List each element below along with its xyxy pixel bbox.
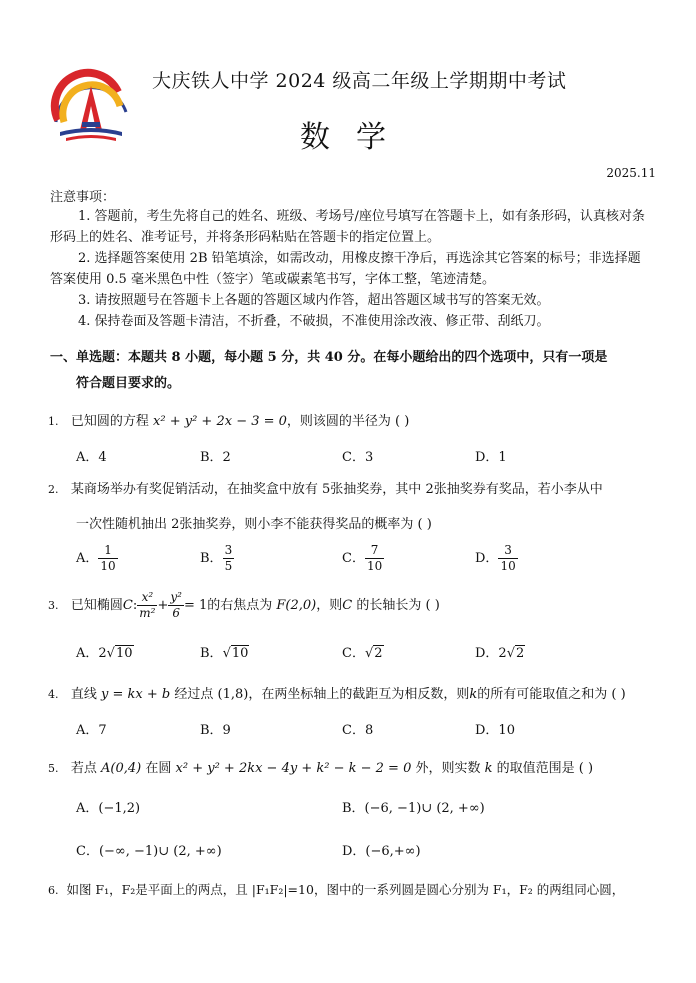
q5-option-b: B．(−6, −1)∪ (2, +∞)	[342, 801, 485, 816]
q4-option-a: A．7	[76, 723, 107, 738]
q4-option-b: B．9	[200, 723, 231, 738]
equation: x² + y² + 2x − 3 = 0	[153, 414, 287, 429]
q4-option-d: D．10	[475, 723, 515, 738]
q3-option-d: D．2√2	[475, 646, 525, 661]
question-number: 5.	[48, 762, 59, 775]
question-number: 4.	[48, 688, 59, 701]
q2-option-c: C． $\frac{7}{10}$	[342, 543, 383, 573]
exam-title: 大庆铁人中学 2024 级高二年级上学期期中考试	[152, 70, 567, 92]
notice-item-2: 2. 选择题答案使用 2B 铅笔填涂，如需改动，用橡皮擦干净后，再选涂其它答案的标号；非选择题答案使用 0.5 毫米黑色中性（签字）笔或碳素笔书写，字体工整，笔迹清楚。	[50, 251, 641, 287]
question-1: 1. 已知圆的方程 x² + y² + 2x − 3 = 0，则该圆的半径为 ( )	[48, 414, 410, 429]
notice-item-3: 3. 请按照题号在答题卡上各题的答题区域内作答，超出答题区域书写的答案无效。	[78, 293, 550, 308]
q1-option-b: B．2	[200, 450, 231, 465]
school-logo	[48, 62, 134, 148]
question-number: 1.	[48, 415, 59, 428]
subject-title: 数学	[300, 120, 412, 155]
q3-option-c: C．√2	[342, 646, 383, 661]
section-heading: 一、单选题：本题共 8 小题，每小题 5 分，共 40 分。在每小题给出的四个选项中，只有一项是	[50, 350, 608, 365]
q5-option-c: C．(−∞, −1)∪ (2, +∞)	[76, 844, 222, 859]
question-5: 5. 若点 A(0,4) 在圆 x² + y² + 2kx − 4y + k² − k − 2 = 0 外，则实数 k 的取值范围是 ( )	[48, 761, 594, 776]
notice-title: 注意事项：	[50, 190, 116, 205]
notice-item-4: 4. 保持卷面及答题卡清洁，不折叠，不破损，不准使用涂改液、修正带、刮纸刀。	[78, 314, 550, 329]
exam-date: 2025.11	[606, 166, 656, 180]
q1-option-d: D．1	[475, 450, 507, 465]
question-6: 6. 如图 F₁，F₂是平面上的两点，且 |F₁F₂|=10，图中的一系列圆是圆心分别为 F₁，F₂ 的两组同心圆，	[48, 882, 625, 897]
q2-option-a: A． $\frac{1}{10}$	[76, 543, 116, 573]
q2-option-b: B． $\frac{3}{5}$	[200, 543, 233, 573]
question-3: 3. 已知椭圆C: $\frac{\text{x²}}{\text{m²}}$ + $\frac{\text{y²}}{6}$ = 1的右焦点为 F(2,0)，则C 的长轴长为 ( )	[48, 590, 440, 620]
q3-option-a: A．2√10	[76, 646, 133, 661]
question-number: 3.	[48, 599, 59, 612]
q5-option-d: D．(−6,+∞)	[342, 844, 421, 859]
notice-item-1: 1. 答题前，考生先将自己的姓名、班级、考场号/座位号填写在答题卡上，如有条形码，认真核对条形码上的姓名、准考证号，并将条形码粘贴在答题卡的指定位置上。	[50, 209, 645, 245]
q1-option-c: C．3	[342, 450, 374, 465]
question-number: 2.	[48, 483, 59, 496]
question-4: 4. 直线 y = kx + b 经过点 (1,8)，在两坐标轴上的截距互为相反数，则k的所有可能取值之和为 ( )	[48, 687, 626, 702]
q2-option-d: D． $\frac{3}{10}$	[475, 543, 516, 573]
q5-option-a: A．(−1,2)	[76, 801, 141, 816]
q1-option-a: A．4	[76, 450, 107, 465]
question-2-cont: 一次性随机抽出 2张抽奖券，则小李不能获得奖品的概率为 ( )	[76, 517, 432, 532]
question-number: 6.	[48, 884, 59, 897]
question-2: 2. 某商场举办有奖促销活动，在抽奖盒中放有 5张抽奖券，其中 2张抽奖券有奖品，若小李从中	[48, 482, 603, 497]
q3-option-b: B．√10	[200, 646, 249, 661]
q4-option-c: C．8	[342, 723, 374, 738]
section-heading-cont: 符合题目要求的。	[76, 376, 181, 391]
